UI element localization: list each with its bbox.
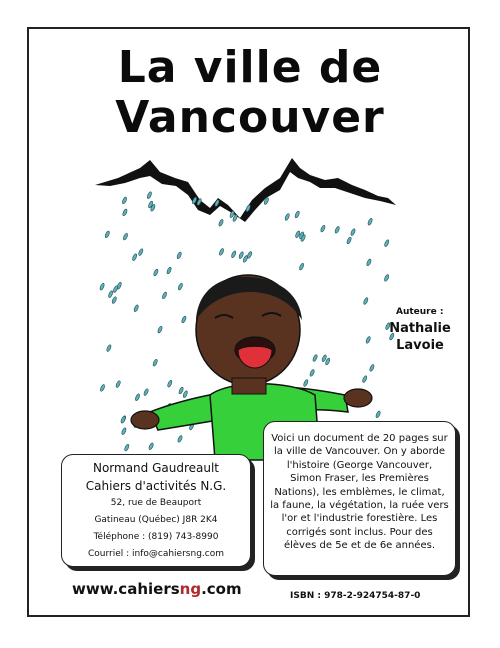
rain-drop [346,237,352,245]
rain-drop [334,226,340,234]
rain-drop [218,219,224,227]
rain-drop [367,218,373,226]
rain-drop [115,380,121,388]
rain-drop [104,230,110,238]
rain-drop [166,267,172,275]
website-part-2: ng [179,580,202,598]
rain-drop [299,263,305,271]
rain-drop [176,251,182,259]
mountain-range [95,158,396,222]
rain-drop [363,297,369,305]
rain-drop [146,191,152,199]
rain-drop [135,393,141,401]
publisher-phone: Téléphone : (819) 743-8990 [93,532,219,542]
title-line-2: Vancouver [115,92,385,143]
rain-drop [153,269,159,277]
rain-drop [157,326,163,334]
rain-drop [106,344,112,352]
title-line-1: La ville de [117,42,383,93]
rain-drop [365,336,371,344]
publisher-box [61,454,251,567]
rain-drop [369,364,375,372]
publisher-city: Gatineau (Québec) J8R 2K4 [94,515,218,525]
rain-drop [384,274,390,282]
rain-drop [177,435,183,443]
rain-drop [122,208,128,216]
rain-drop [178,387,184,395]
rain-drop [143,388,149,396]
author-last-name: Lavoie [396,338,444,353]
rain-drop [108,290,114,298]
rain-drop [132,253,138,261]
rain-drop [375,410,381,418]
description-box [263,421,456,576]
publisher-email: Courriel : info@cahiersng.com [87,549,224,559]
rain-drop [362,375,368,383]
rain-drop [284,213,290,221]
rain-drop [133,304,139,312]
rain-drop [138,248,144,256]
rain-drop [182,390,188,398]
rain-drop [303,379,309,387]
publisher-name: Normand Gaudreault [92,461,220,475]
rain-drop [99,283,105,291]
rain-drop [148,442,154,450]
rain-drop [309,369,315,377]
rain-drop [231,250,237,258]
author-first-name: Nathalie [389,321,451,336]
author-label: Auteure : [396,307,444,317]
rain-drop [181,316,187,324]
rain-drop [100,384,106,392]
publisher-street: 52, rue de Beauport [110,498,202,508]
rain-drop [366,258,372,266]
isbn-label: ISBN : 978-2-924754-87-0 [290,591,421,601]
rain-drop [162,291,168,299]
rain-drop [121,427,127,435]
rain-drop [152,359,158,367]
rain-drop [123,233,129,241]
rain-drop [294,211,300,219]
publisher-company: Cahiers d'activités N.G. [85,479,227,493]
rain-drop [177,283,183,291]
rain-drop [219,248,225,256]
description-text: Voici un document de 20 pages sur la ville de Vancouver. On y aborde l'histoire (George Vancouver, Simon Fraser, les Premières Nations), les emblèmes, le climat, la faune, la végétation, la ruée vers l'or et l'industrie forestière. Les corrigés sont inclus. Pour des élèves de 5e et de 6e années. [270,433,449,552]
rain-drop [312,354,318,362]
rain-drop [111,296,117,304]
rain-drop [350,228,356,236]
website-link[interactable] [72,580,242,598]
rain-drop [320,225,326,233]
rain-drop [238,251,244,259]
rain-drop [124,444,130,452]
website-part-1: www.cahiers [72,580,180,598]
website-part-3: .com [201,580,242,598]
rain-drop [384,239,390,247]
rain-drop [167,380,173,388]
rain-drop [242,255,248,263]
rain-drop [122,196,128,204]
author-name [380,320,460,354]
